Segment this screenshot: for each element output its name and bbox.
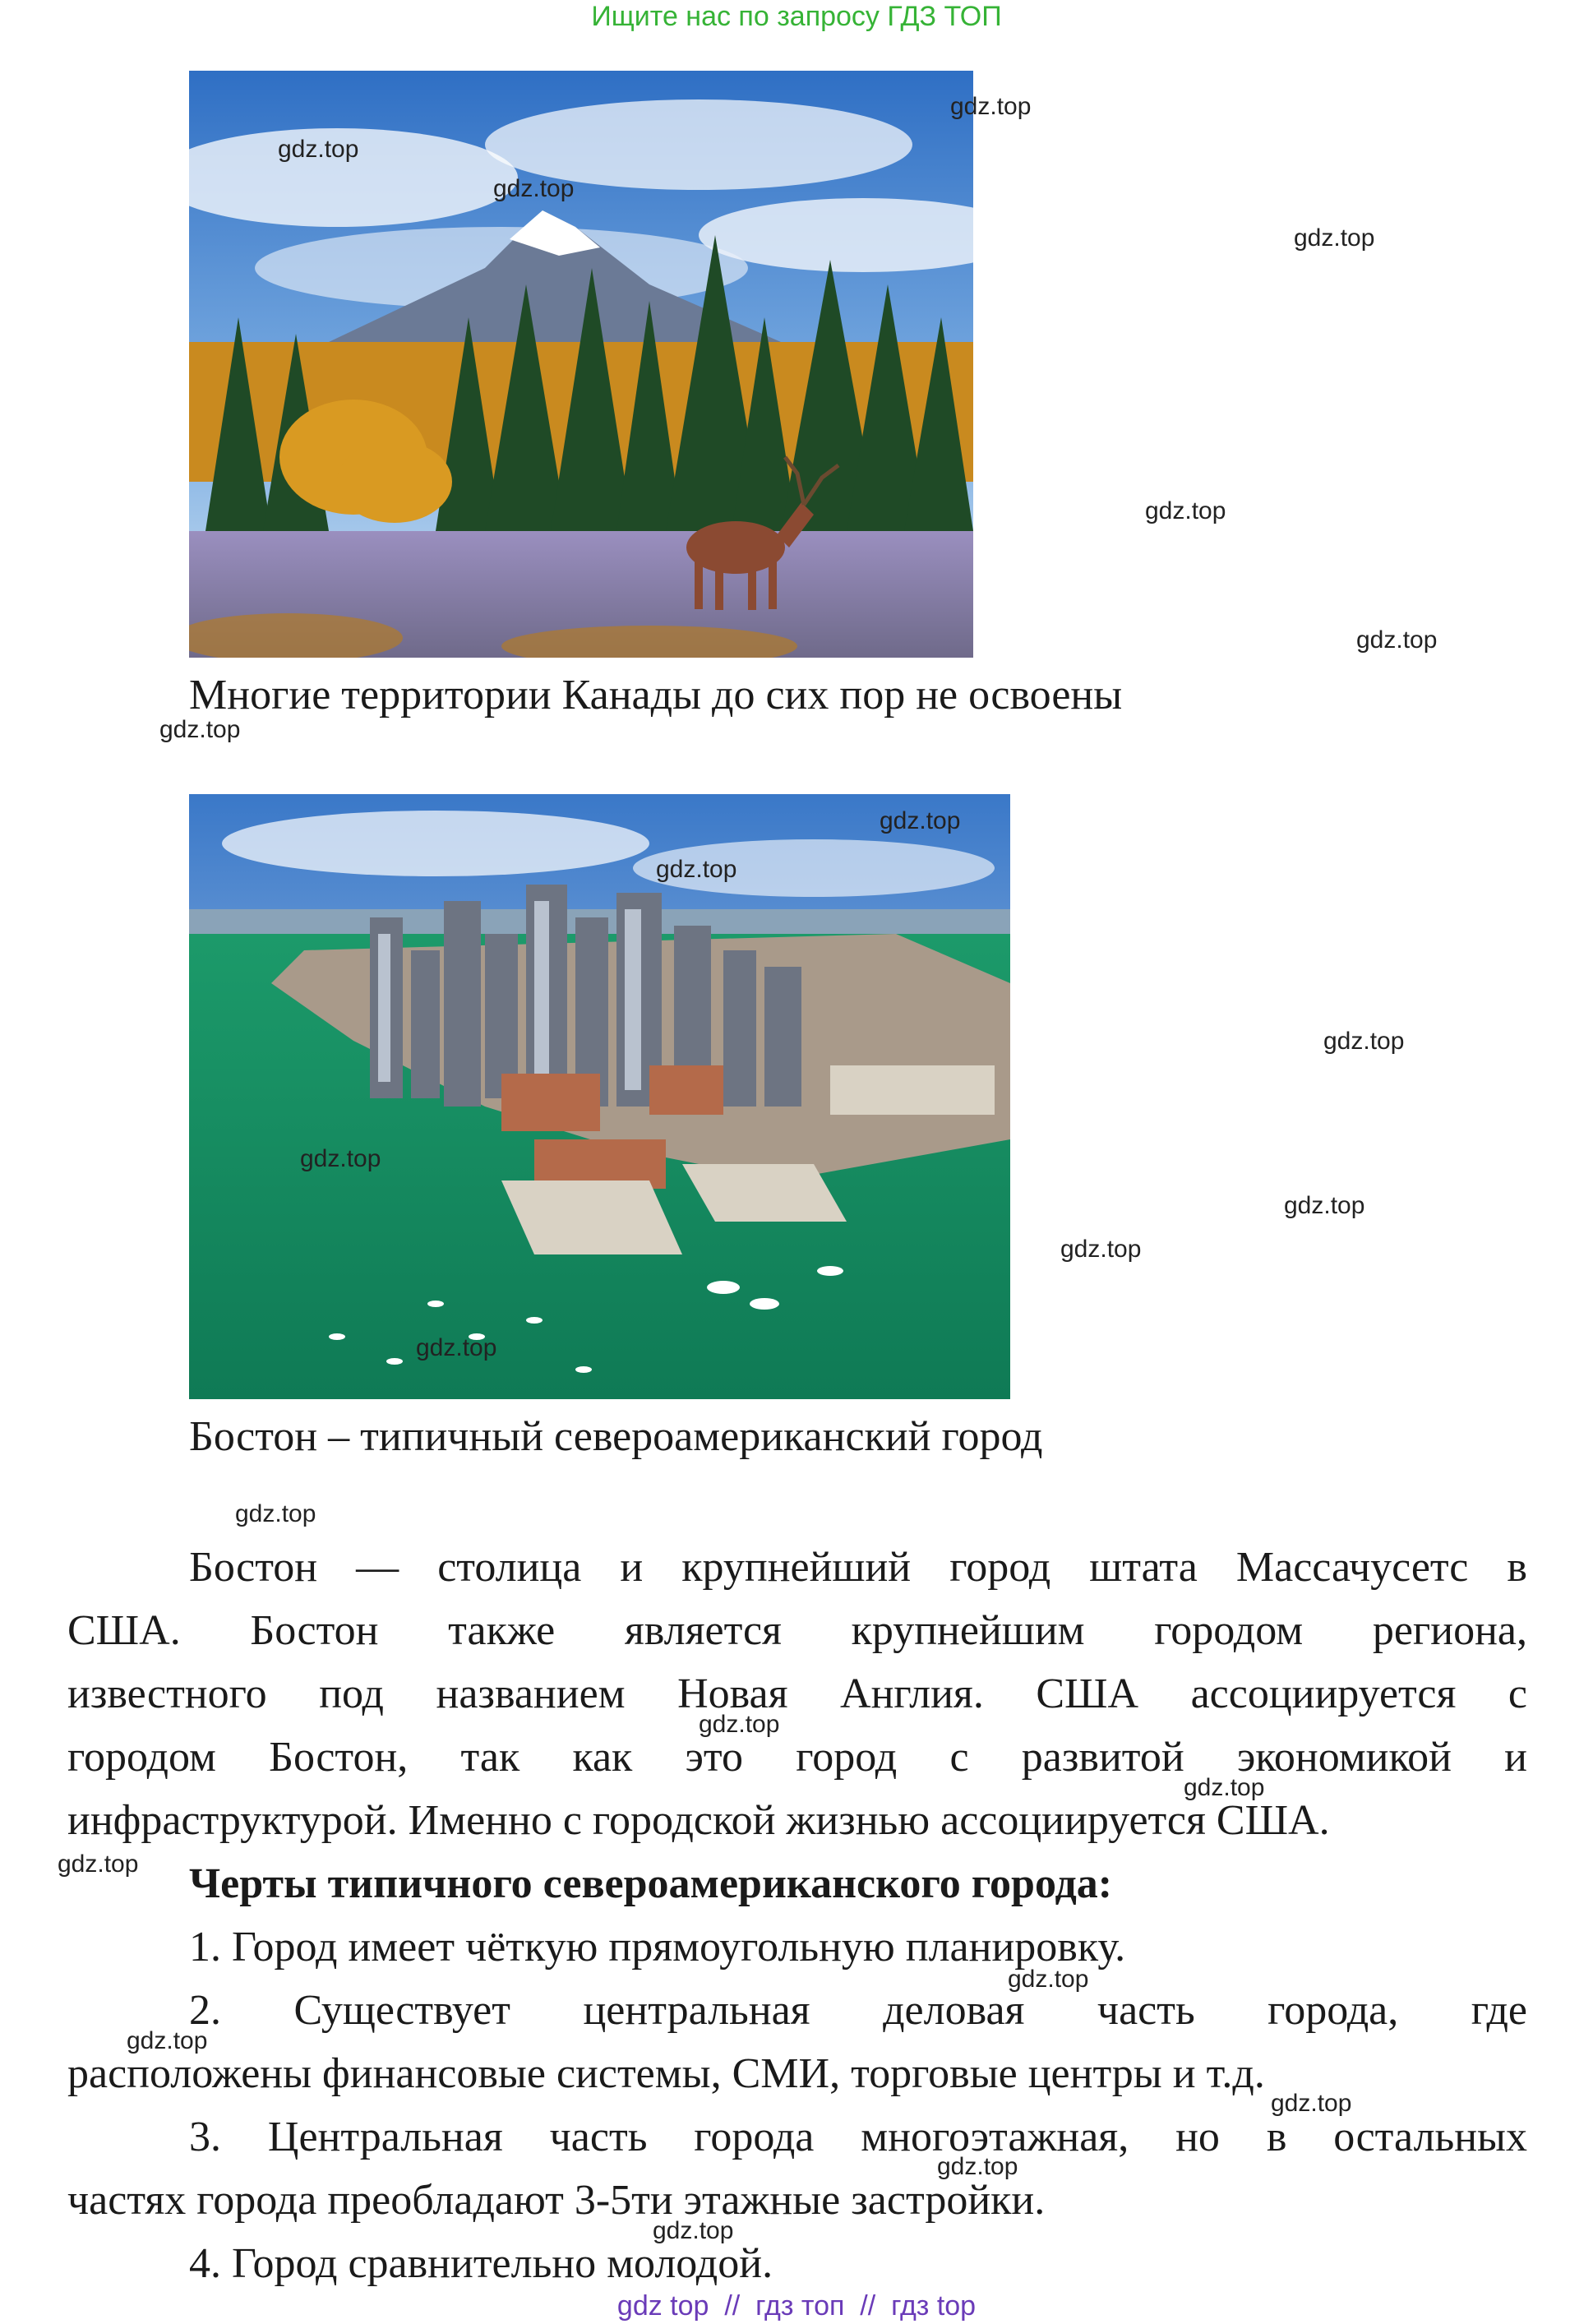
watermark: gdz.top (278, 136, 359, 163)
watermark: gdz.top (1356, 626, 1438, 654)
watermark: gdz.top (1008, 1966, 1089, 1993)
watermark: gdz.top (1145, 497, 1226, 524)
watermark: gdz.top (1271, 2090, 1352, 2117)
list-item-2-line-2: расположены финансовые системы, СМИ, торговые центры и т.д. (67, 2050, 1265, 2097)
watermark: gdz.top (1294, 224, 1375, 252)
watermark: gdz.top (1060, 1236, 1142, 1263)
watermark: gdz.top (699, 1711, 780, 1738)
list-item-3-line-2: частях города преобладают 3-5ти этажные застройки. (67, 2177, 1046, 2224)
watermark: gdz.top (235, 1500, 316, 1527)
watermark: gdz.top (937, 2153, 1018, 2180)
features-heading: Черты типичного североамериканского города: (189, 1860, 1113, 1907)
watermark: gdz.top (58, 1850, 139, 1878)
watermark: gdz.top (950, 93, 1032, 120)
body-paragraph-line-3: известного под названием Новая Англия. США ассоциируется с (67, 1670, 1527, 1717)
watermark: gdz.top (653, 2217, 734, 2244)
watermark: gdz.top (1284, 1192, 1365, 1219)
header-search-hint: Ищите нас по запросу ГДЗ ТОП (591, 1, 1002, 32)
footer-links[interactable]: gdz top // гдз топ // гдз top (616, 2290, 977, 2322)
watermark: gdz.top (656, 856, 737, 883)
body-paragraph-line-4: городом Бостон, так как это город с развитой экономикой и (67, 1734, 1527, 1781)
watermark: gdz.top (1323, 1028, 1405, 1055)
watermark: gdz.top (416, 1334, 497, 1361)
list-item-3-line-1: 3. Центральная часть города многоэтажная, но в остальных (189, 2114, 1527, 2160)
boston-aerial-photo (189, 794, 1010, 1399)
watermark: gdz.top (1184, 1774, 1265, 1801)
watermark: gdz.top (127, 2027, 208, 2054)
watermark: gdz.top (159, 716, 241, 743)
watermark: gdz.top (300, 1145, 381, 1172)
body-paragraph-line-5: инфраструктурой. Именно с городской жизнью ассоциируется США. (67, 1797, 1330, 1844)
watermark: gdz.top (880, 807, 961, 834)
body-paragraph-line-1: Бостон — столица и крупнейший город штата Массачусетс в (189, 1544, 1527, 1591)
list-item-1: 1. Город имеет чёткую прямоугольную планировку. (189, 1924, 1126, 1971)
list-item-2-line-1: 2. Существует центральная деловая часть города, где (189, 1987, 1527, 2034)
figure-2-caption: Бостон – типичный североамериканский город (189, 1413, 1043, 1460)
watermark: gdz.top (493, 175, 575, 202)
figure-1-caption: Многие территории Канады до сих пор не освоены (189, 672, 1123, 718)
list-item-4: 4. Город сравнительно молодой. (189, 2240, 773, 2287)
body-paragraph-line-2: США. Бостон также является крупнейшим городом региона, (67, 1607, 1527, 1654)
